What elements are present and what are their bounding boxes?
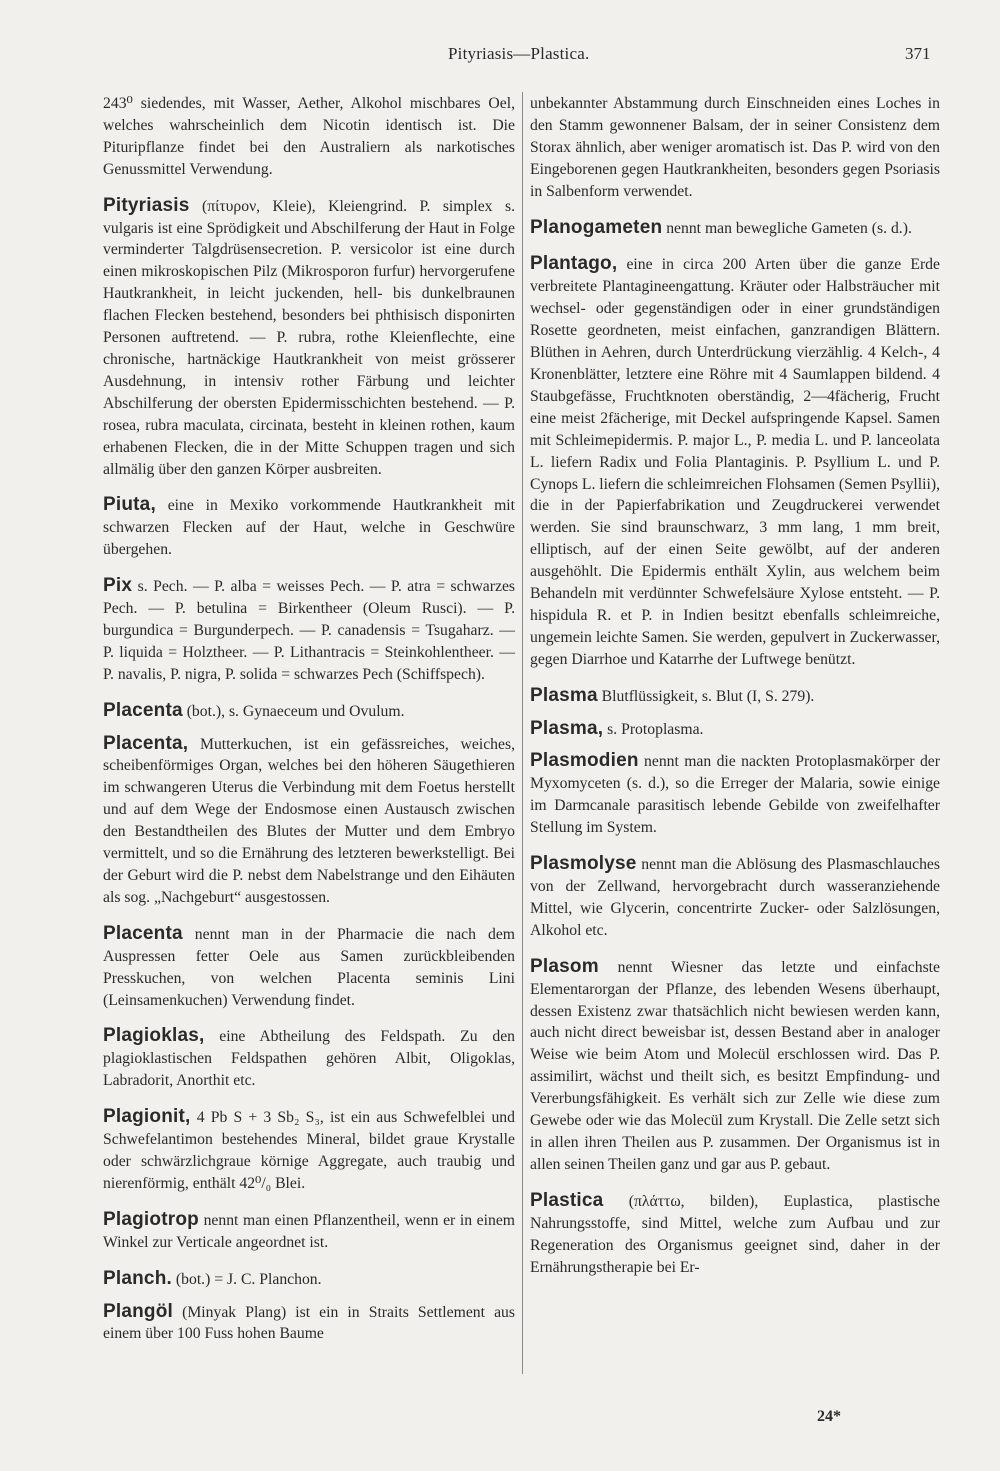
entry-plasma-protoplasma [530,718,940,741]
entry-text: Blutflüssigkeit, s. Blut (I, S. 279). [601,687,815,705]
entry-plastica [530,1190,940,1279]
entry-lemma: Piuta, [103,494,156,516]
entry-text: Mutterkuchen, ist ein gefässreiches, weiches, scheibenförmiges Organ, welches bei den höheren Säugethieren im schwangeren Uterus die Verbindung mit dem Foetus herstellt und auf dem Wege der Endosmose einen Austausch zwischen den Bestandtheilen des Blutes der Mutter und dem Embryo vermittelt, und so die Ernährung des letzteren bewerkstelligt. Bei der Geburt wird die P. nebst dem Nabelstrange und den Eihäuten als sog. „Nachgeburt“ ausgestossen. [103,735,516,906]
entry-text: nennt man einen Pflanzentheil, wenn er in einem Winkel zur Verticale angeordnet ist. [103,1211,515,1251]
entry-text: (bot.), s. Gynaeceum und Ovulum. [186,702,405,720]
entry-plantago [530,253,940,670]
entry-lemma: Plagiotrop [103,1208,199,1230]
entry-lemma: Planogameten [530,216,663,238]
page-number: 371 [905,44,931,63]
signature-mark: 24* [817,1408,841,1425]
entry-placenta-mutterkuchen [103,733,515,909]
entry-lemma: Plasmodien [530,750,639,772]
entry-text: 4 Pb S + 3 Sb₂ S₃, ist ein aus Schwefelblei und Schwefelantimon bestehendes Mineral, bildet graue Krystalle oder schwärzlichgraue körnige Aggregate, auch traubig und nierenförmig, enthält 42⁰/₀ Blei. [103,1109,515,1192]
entry-text: nennt man die nackten Protoplasmakörper der Myxomyceten (s. d.), so die Erreger der Malaria, sowie einige im Darmcanale parasitisch lebende Gebilde von zweifelhafter Stellung im System. [530,753,940,837]
entry-lemma: Placenta [103,922,183,944]
entry-lemma: Placenta [103,699,183,721]
entry-lemma: Plasom [530,955,599,977]
entry-text: (bot.) = J. C. Planchon. [175,1270,322,1288]
entry-lemma: Plagioklas, [103,1025,205,1047]
entry-plasom [530,956,940,1176]
entry-lemma: Plangöl [103,1300,174,1322]
entry-plagioklas [103,1025,515,1092]
entry-pix [103,575,515,686]
entry-text: nennt man bewegliche Gameten (s. d.). [666,219,912,237]
entry-lemma: Placenta, [103,732,189,754]
entry-planogameten [530,217,940,240]
entry-plangoel [103,1301,515,1346]
entry-text: 243⁰ siedendes, mit Wasser, Aether, Alkohol mischbares Oel, welches wahrscheinlich dem Nicotin identisch ist. Die Pituripflanze findet bei den Australiern als narkotisches Genussmittel Verwendung. [103,95,515,178]
entry-piuta [103,494,515,561]
entry-text: eine Abtheilung des Feldspath. Zu den plagioklastischen Feldspathen gehören Albit, Oligoklas, Labradorit, Anorthit etc. [103,1028,515,1090]
running-head [0,44,1000,68]
entry-pityriasis [103,195,515,481]
entry-lemma: Plasmolyse [530,853,637,875]
column-divider [522,92,523,1374]
entry-text: s. Pech. — P. alba = weisses Pech. — P. atra = schwarzes Pech. — P. betulina = Birkentheer (Oleum Rusci). — P. burgundica = Burgunderpech. — P. canadensis = Tsugaharz. — P. liquida = Holztheer. — P. Lithantracis = Steinkohlentheer. — P. navalis, P. nigra, P. solida = schwarzes Pech (Schiffspech). [103,578,516,683]
entry-text: (Minyak Plang) ist ein in Straits Settlement aus einem über 100 Fuss hohen Baume [103,1303,515,1343]
entry-plasmodien [530,750,940,839]
entry-lemma: Pix [103,575,133,597]
entry-lemma: Plagionit, [103,1106,191,1128]
entry-lemma: Planch. [103,1267,172,1289]
entry-plasmolyse [530,853,940,942]
entry-text: s. Protoplasma. [607,720,704,738]
entry-placenta-bot [103,700,515,723]
entry-placenta-pharmacie [103,923,515,1012]
left-column [103,92,515,1359]
entry-plagionit [103,1106,515,1195]
entry-text: unbekannter Abstammung durch Einschneiden eines Loches in den Stamm gewonnener Balsam, der in seiner Consistenz dem Storax ähnlich, aber weniger aromatisch ist. Das P. wird von den Eingeborenen gegen Hautkrankheiten, besonders gegen Psoriasis in Salbenform verwendet. [530,95,940,200]
entry-text: eine in circa 200 Arten über die ganze Erde verbreitete Plantagineengattung. Kräuter oder Halbsträucher mit wechsel- oder gegenständigen oder in einer grundständigen Rosette geordneten, meist einfachen, ganzrandigen Blättern. Blüthen in Aehren, durch Unterdrückung vierzählig. 4 Kelch-, 4 Kronenblätter, letztere eine Röhre mit 4 Saumlappen bildend. 4 Staubgefässe, Fruchtknoten oberständig, 2—4fächerig, Frucht eine meist 2fächerige, mit Deckel aufspringende Kapsel. Samen mit Schleimepidermis. P. major L., P. media L. und P. lanceolata L. liefern Radix und Folia Plantaginis. P. Psyllium L. und P. Cynops L. liefern die schleimreichen Flohsamen (Semen Psyllii), die in der Papierfabrikation und Zeugdruckerei verwendet werden. Sie sind braunschwarz, 3 mm lang, 1 mm breit, elliptisch, auf der einen Seite gewölbt, auf der anderen ausgehöhlt. Die Epidermis enthält Xylin, aus welchem beim Behandeln mit verdünnter Schwefelsäure Xylose entsteht. — P. hispidula R. et P. in Indien besitzt ebenfalls schleimreiche, ungemein leichte Samen. Sie werden, gepulvert in Zuckerwasser, gegen Diarrhoe und Katarrhe der Luftwege benützt. [530,256,940,668]
entry-text: nennt man die Ablösung des Plasmaschlauches von der Zellwand, hervorgebracht durch wasseranziehende Mittel, wie Glycerin, concentrirte Zucker- oder Salzlösungen, Alkohol etc. [530,856,941,939]
right-column [530,92,940,1292]
entry-lemma: Plasma, [530,717,604,739]
entry-planch [103,1268,515,1291]
entry-lemma: Plasma [530,684,598,706]
entry-text: (πίτυρον, Kleie), Kleiengrind. P. simplex s. vulgaris ist eine Sprödigkeit und Abschilferung der Haut in Folge verminderter Talgdrüsensecretion. P. versicolor ist eine durch einen mikroskopischen Pilz (Mikrosporon furfur) hervorgerufene Hautkrankheit, in leicht juckenden, hell- bis dunkelbraunen flachen Flecken bestehend, besonders bei phthisisch disponirten Personen auftretend. — P. rubra, rothe Kleienflechte, eine chronische, hartnäckige Hautkrankheit von meist grösserer Ausdehnung, in intensiv rother Färbung und leichter Abschilferung der obersten Epidermisschichten bestehend. — P. rosea, rubra maculata, circinata, besteht in kleinen rothen, kaum erhabenen Flecken, die in der Mitte Schuppen tragen und sich allmälig über den ganzen Körper ausbreiten. [103,197,515,478]
entry-text: nennt Wiesner das letzte und einfachste Elementarorgan der Pflanze, des lebenden Wesens überhaupt, dessen Existenz zwar thatsächlich nicht bewiesen werden kann, auch nicht direct beweisbar ist, dessen Bestand aber in analoger Weise wie beim Atom und Molecül erschlossen wird. Das P. assimilirt, wächst und theilt sich, es besitzt Empfindung- und Vererbungsfähigkeit. Es verhält sich zur Zelle wie diese zum Gewebe oder wie das Molecül zum Krystall. Die Zelle setzt sich in allen ihren Theilen aus P. zusammen. Der Organismus ist in allen seinen Theilen ganz und gar aus P. gebaut. [530,958,941,1173]
entry-plasma [530,685,940,708]
entry-plagiotrop [103,1209,515,1254]
entry-text: eine in Mexiko vorkommende Hautkrankheit mit schwarzen Flecken auf der Haut, welche in Geschwüre übergehen. [103,497,516,559]
entry-text: nennt man in der Pharmacie die nach dem Auspressen fetter Oele aus Samen zurückbleibenden Presskuchen, von welchen Placenta seminis Lini (Leinsamenkuchen) Verwendung findet. [103,925,516,1009]
entry-continuation [103,92,515,181]
entry-lemma: Plantago, [530,253,618,275]
entry-continuation [530,92,940,203]
entry-lemma: Plastica [530,1189,604,1211]
entry-lemma: Pityriasis [103,194,190,216]
page-header-title: Pityriasis—Plastica. [448,44,590,63]
entry-text: (πλάττω, bilden), Euplastica, plastische Nahrungsstoffe, sind Mittel, welche zum Aufbau und zur Regeneration des Organismus geeignet sind, daher in der Ernährungstherapie bei Er- [530,1192,940,1276]
